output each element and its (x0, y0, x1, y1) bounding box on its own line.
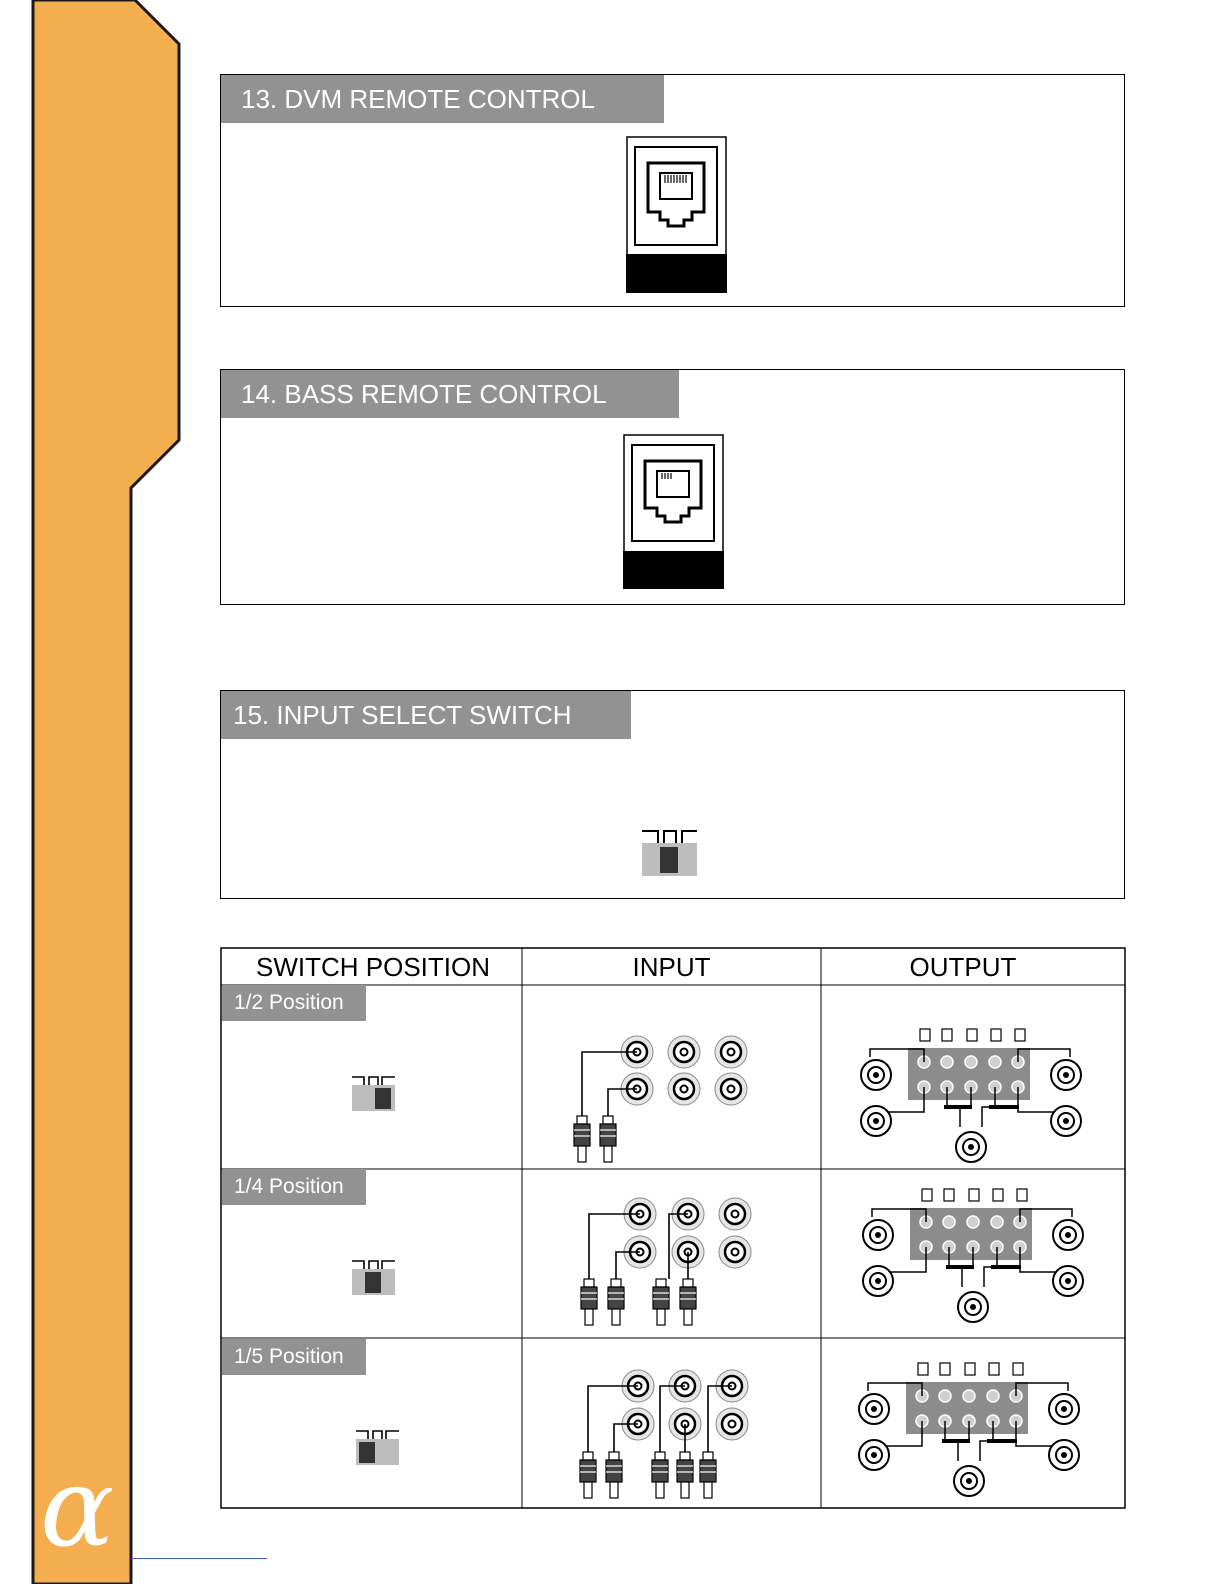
slide-switch-icon (351, 1259, 397, 1297)
output-terminal-diagram (858, 1027, 1088, 1165)
header-switch-position: SWITCH POSITION (256, 952, 490, 982)
slide-switch-icon (640, 829, 700, 877)
input-wiring-diagram (560, 1031, 760, 1166)
dvm-remote-title: 13. DVM REMOTE CONTROL (221, 75, 664, 123)
alpha-logo (40, 1443, 114, 1571)
rj-modular-jack-icon (626, 136, 727, 293)
output-terminal-diagram (860, 1187, 1090, 1325)
slide-switch-icon (351, 1075, 397, 1113)
output-terminal-diagram (856, 1361, 1086, 1499)
rj-modular-jack-icon (623, 434, 724, 589)
sidebar-decoration (0, 0, 190, 1584)
input-wiring-diagram (558, 1367, 758, 1502)
bass-remote-panel (220, 369, 1125, 605)
footer-rule (131, 1558, 267, 1559)
svg-text:α: α (40, 1443, 115, 1571)
input-select-title: 15. INPUT SELECT SWITCH (221, 691, 631, 739)
input-wiring-diagram (560, 1194, 760, 1329)
slide-switch-icon (355, 1429, 401, 1467)
input-select-panel (220, 690, 1125, 899)
row-label-1-2: 1/2 Position (222, 985, 366, 1021)
header-output: OUTPUT (909, 952, 1017, 982)
dvm-remote-panel (220, 74, 1125, 307)
row-label-1-4: 1/4 Position (222, 1169, 366, 1205)
header-input: INPUT (632, 952, 711, 982)
bass-remote-title: 14. BASS REMOTE CONTROL (221, 370, 679, 418)
switch-position-table (220, 947, 1126, 1509)
row-label-1-5: 1/5 Position (222, 1339, 366, 1375)
